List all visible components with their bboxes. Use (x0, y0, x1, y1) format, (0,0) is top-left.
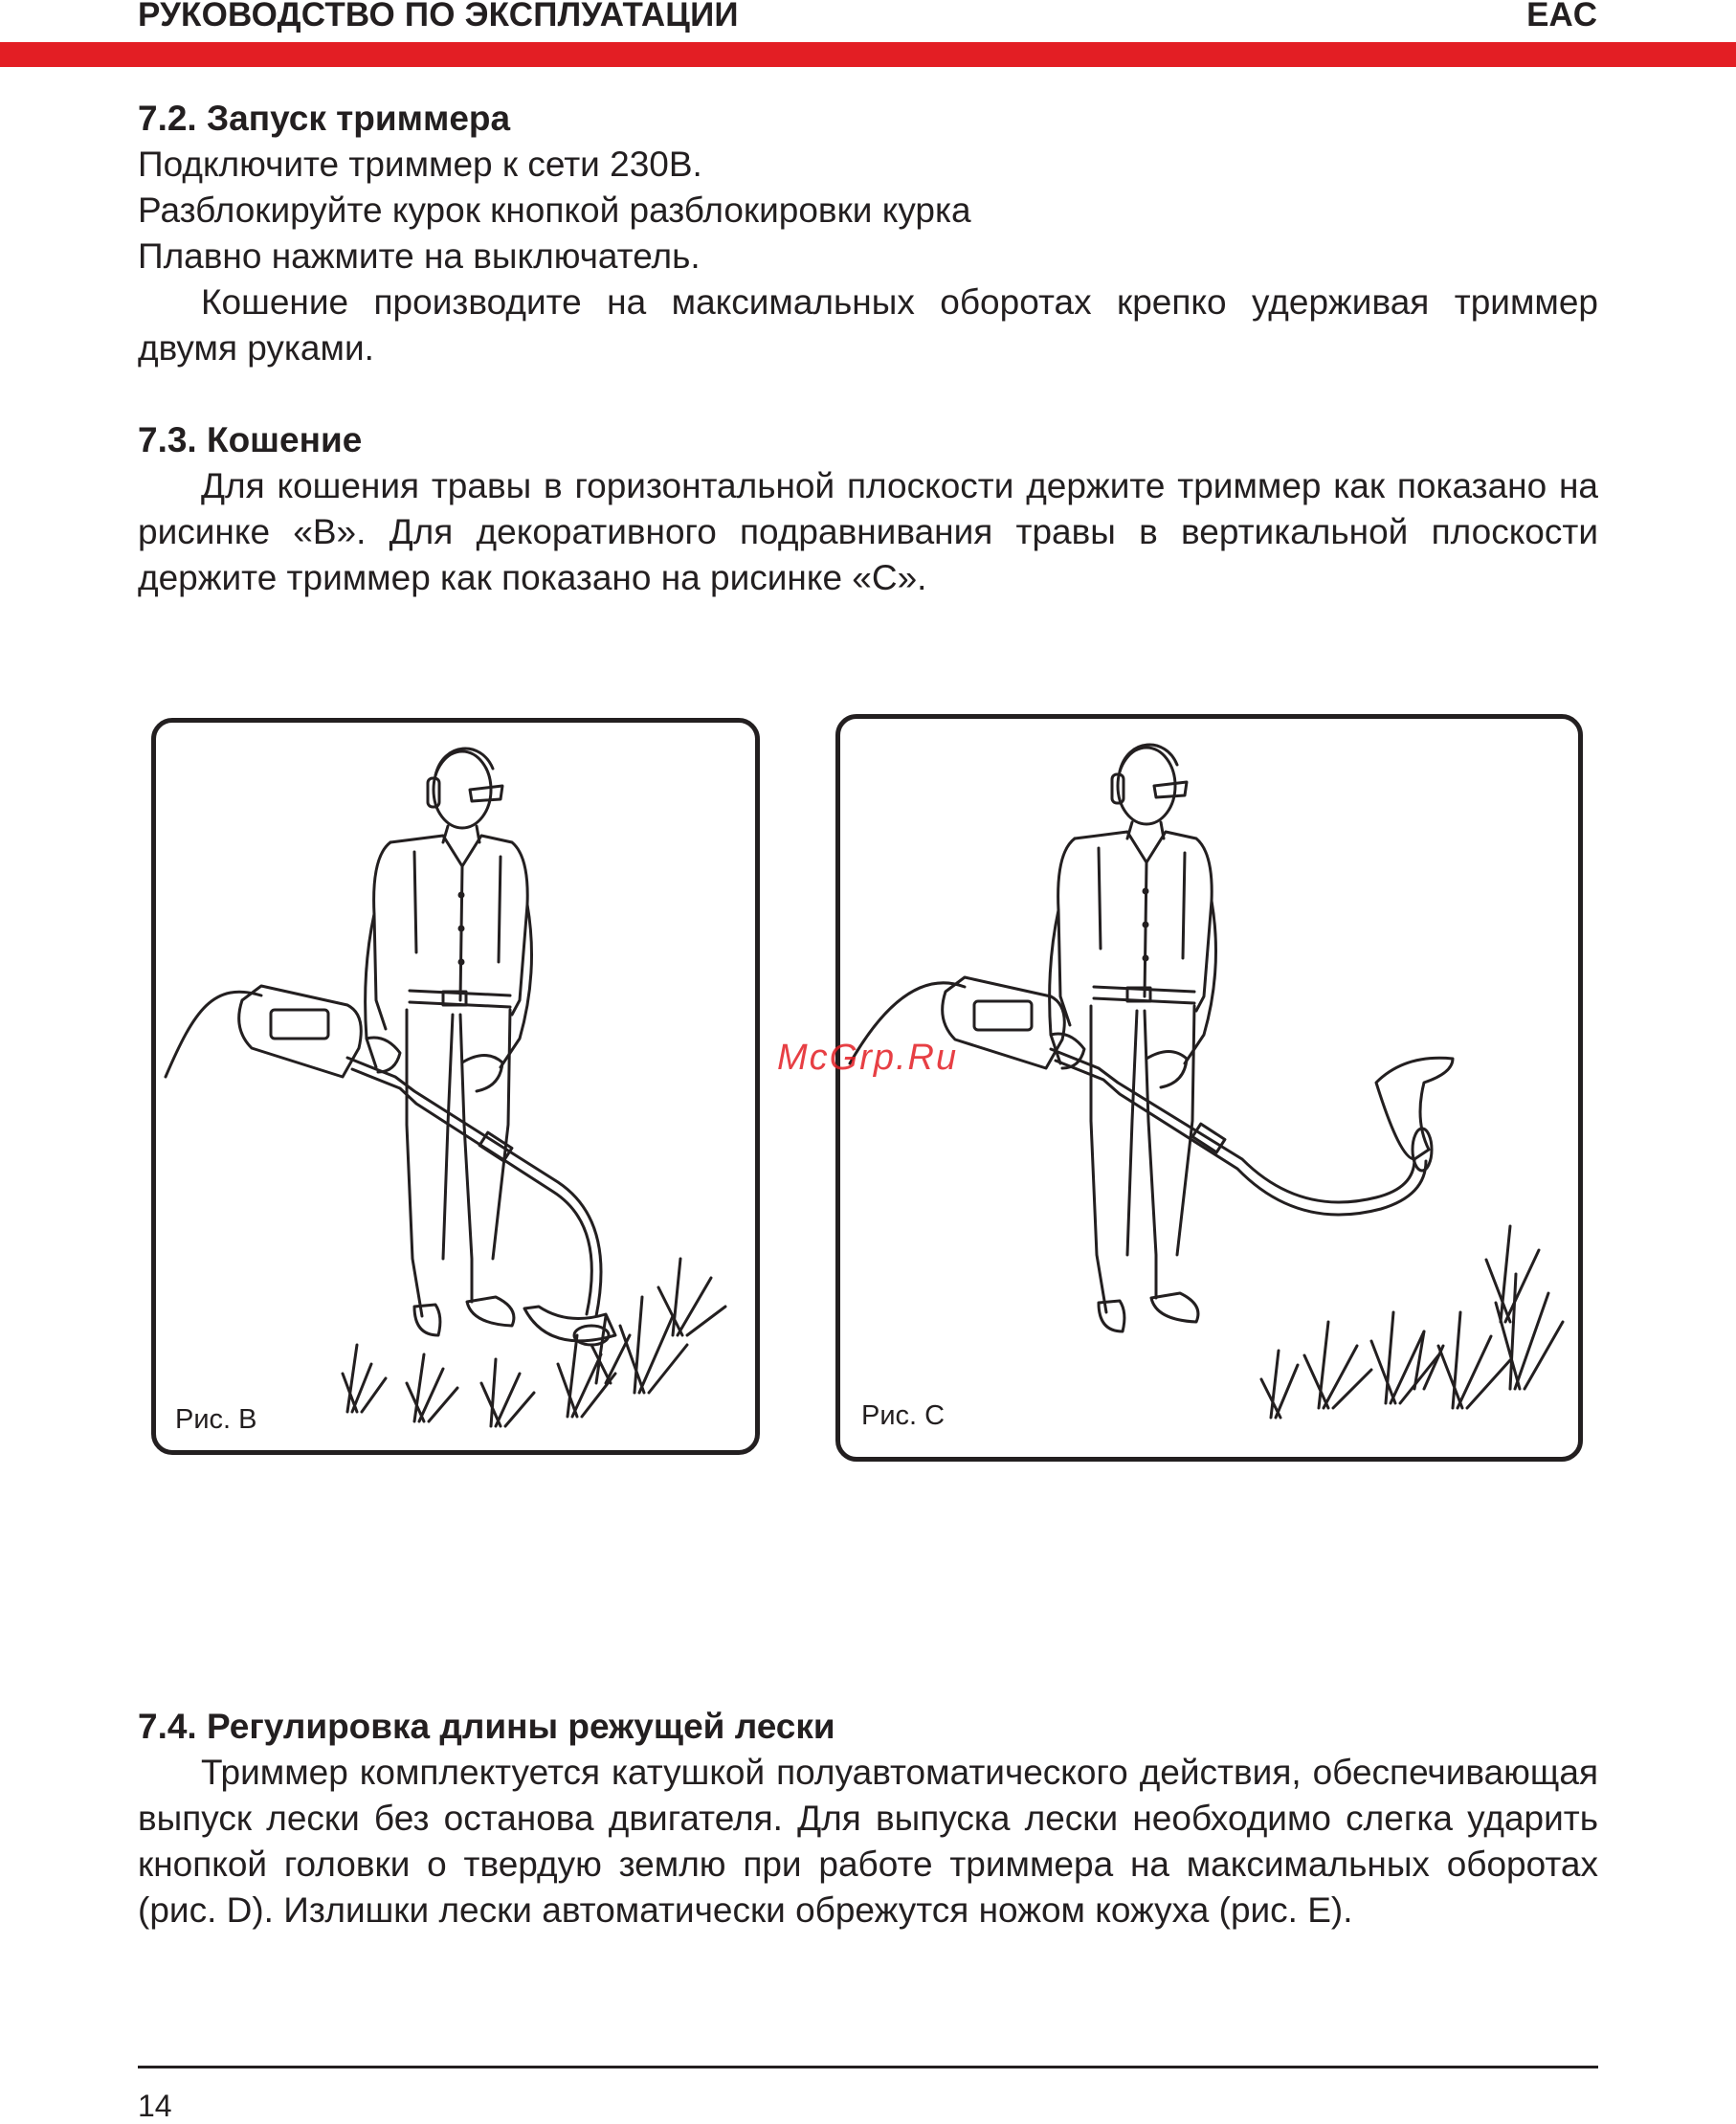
paragraph-line: Плавно нажмите на выключатель. (138, 236, 701, 276)
header-title: РУКОВОДСТВО ПО ЭКСПЛУАТАЦИИ (138, 0, 739, 34)
figure-caption: Рис. B (175, 1404, 257, 1435)
section-7-3 (138, 417, 1598, 601)
section-heading: 7.4. Регулировка длины режущей лески (138, 1707, 835, 1746)
figure-c (835, 714, 1583, 1462)
page-number: 14 (138, 2089, 172, 2123)
figure-b (151, 718, 760, 1455)
header-red-band (0, 42, 1736, 67)
section-7-4 (138, 1704, 1598, 1934)
eac-mark: EAC (1526, 0, 1597, 34)
section-7-2 (138, 96, 1598, 371)
footer-rule (138, 2066, 1598, 2068)
watermark: McGrp.Ru (777, 1038, 959, 1078)
paragraph-line: Подключите триммер к сети 230В. (138, 145, 702, 184)
paragraph: Кошение производите на максимальных оборотах крепко удерживая триммер двумя руками. (138, 282, 1598, 368)
trimmer-vertical-illustration (840, 719, 1583, 1462)
figure-caption: Рис. C (861, 1400, 946, 1431)
section-heading: 7.3. Кошение (138, 420, 363, 459)
paragraph: Триммер комплектуется катушкой полуавтоматического действия, обеспечивающая выпуск лески без останова двигателя. Для выпуска лески необходимо слегка ударить кнопкой головки о твердую землю при работе триммера на максимальных оборотах (рис. D). Излишки лески автоматически обрежутся ножом кожуха (рис. E). (138, 1753, 1598, 1930)
paragraph-line: Разблокируйте курок кнопкой разблокировки курка (138, 190, 971, 230)
trimmer-horizontal-illustration (156, 723, 760, 1455)
section-heading: 7.2. Запуск триммера (138, 99, 511, 138)
paragraph: Для кошения травы в горизонтальной плоскости держите триммер как показано на рисинке «B». Для декоративного подравнивания травы в вертикальной плоскости держите триммер как показано на рисинке «C». (138, 466, 1598, 597)
